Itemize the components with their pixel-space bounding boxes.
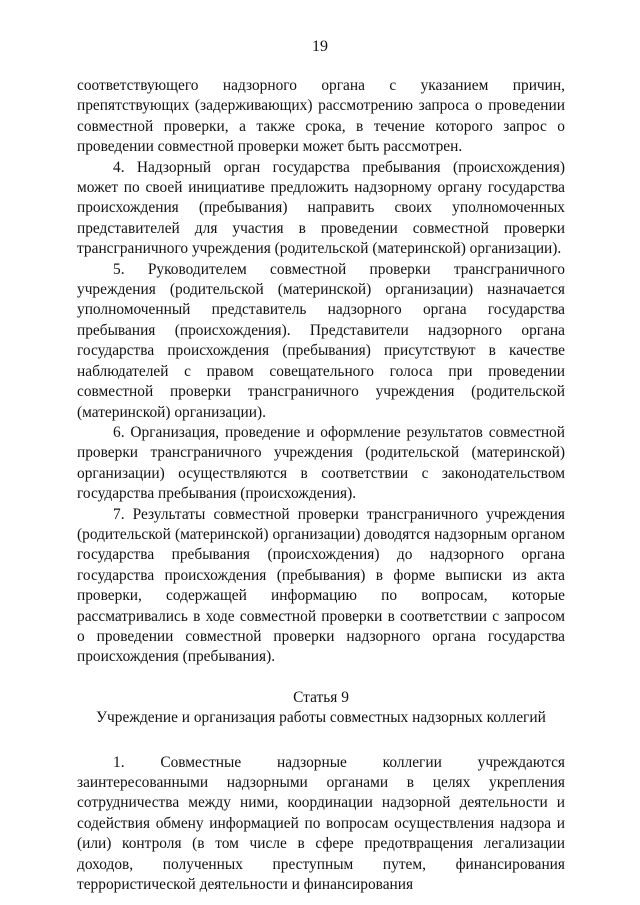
document-body [77, 76, 565, 895]
paragraph-item-6: 6. Организация, проведение и оформление результатов совместной проверки трансграничного учреждения (родительской (материнской) организации) осуществляются в соответствии с законодательством государства пребывания (происхождения). [77, 423, 565, 503]
article-title: Учреждение и организация работы совместных надзорных коллегий [96, 709, 546, 727]
paragraph-item-7: 7. Результаты совместной проверки трансграничного учреждения (родительской (материнской) организации) доводятся надзорным органом государства пребывания (происхождения) до надзорного органа государства происхождения (пребывания) в форме выписки из акта проверки, содержащей информацию по вопросам, которые рассматривались в ходе совместной проверки в соответствии с запросом о проведении совместной проверки надзорного органа государства происхождения (пребывания). [77, 505, 565, 666]
paragraph-item-4: 4. Надзорный орган государства пребывания (происхождения) может по своей инициативе предложить надзорному органу государства происхождения (пребывания) направить своих уполномоченных представителей для участия в проведении совместной проверки трансграничного учреждения (родительской (материнской) организации). [77, 158, 565, 258]
paragraph-continuation: соответствующего надзорного органа с указанием причин, препятствующих (задерживающих) рассмотрению запроса о проведении совместной проверки, а также срока, в течение которого запрос о проведении совместной проверки может быть рассмотрен. [77, 77, 565, 156]
paragraph-item-5: 5. Руководителем совместной проверки трансграничного учреждения (родительской (материнской) организации) назначается уполномоченный представитель надзорного органа государства пребывания (происхождения). Представители надзорного органа государства происхождения (пребывания) присутствуют в качестве наблюдателей с правом совещательного голоса при проведении совместной проверки трансграничного учреждения (родительской (материнской) организации). [77, 260, 565, 421]
article-9-paragraph-1: 1. Совместные надзорные коллегии учреждаются заинтересованными надзорными органами в целях укрепления сотрудничества между ними, координации надзорной деятельности и содействия обмену информацией по вопросам осуществления надзора и (или) контроля (в том числе в сфере предотвращения легализации доходов, полученных преступным путем, финансирования террористической деятельности и финансирования [77, 753, 565, 894]
article-number: Статья 9 [293, 688, 349, 706]
page-number: 19 [312, 38, 328, 55]
